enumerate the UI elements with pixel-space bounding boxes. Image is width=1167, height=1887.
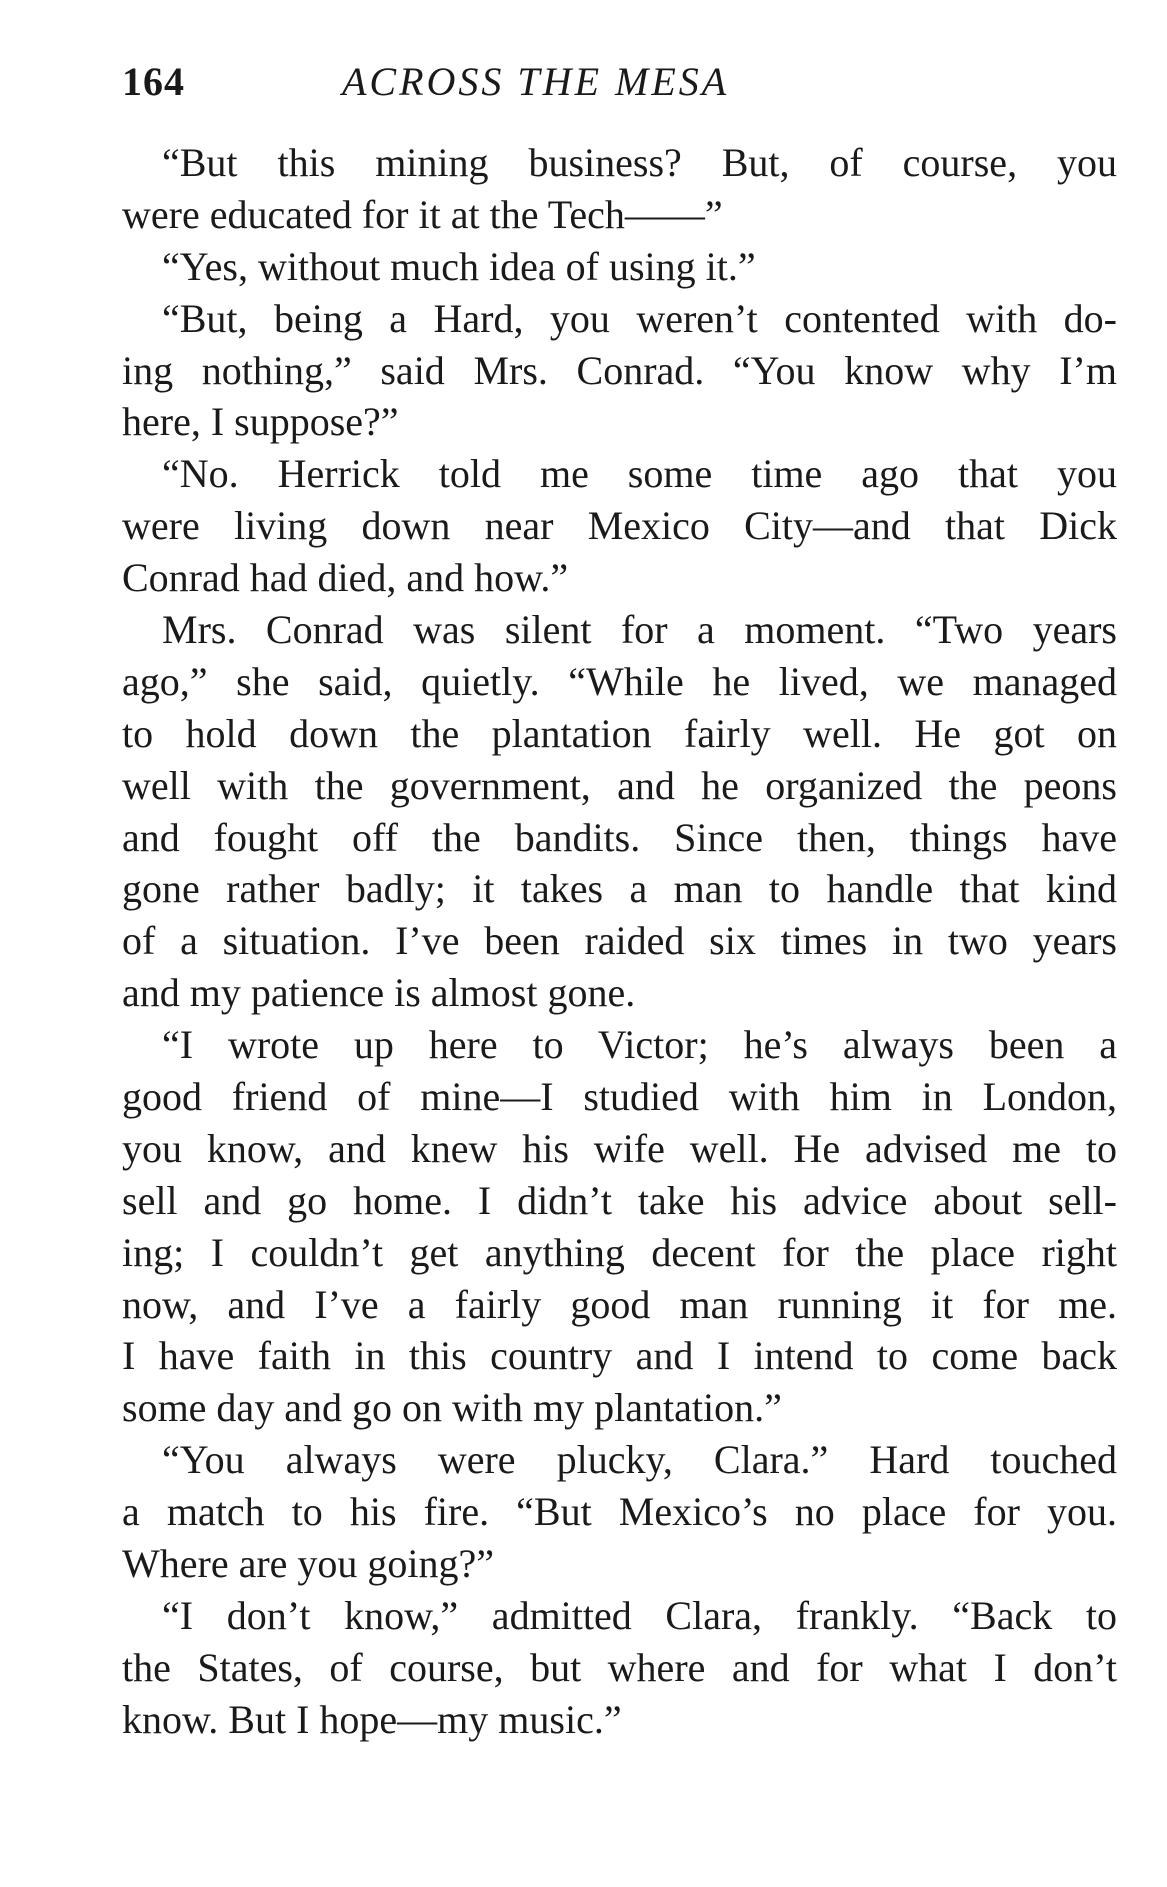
text-line: were educated for it at the Tech——” [122, 191, 723, 237]
text-line: ing nothing,” said Mrs. Conrad. “You know why I’m [122, 347, 1117, 393]
text-line: ing; I couldn’t get anything decent for the place right [122, 1229, 1117, 1275]
text-line: now, and I’ve a fairly good man running it for me. [122, 1281, 1117, 1327]
text-line: were living down near Mexico City—and that Dick [122, 503, 1117, 549]
text-line: here, I suppose?” [122, 399, 399, 445]
text-line: “But this mining business? But, of course, you [162, 140, 1117, 185]
text-line: “I don’t know,” admitted Clara, frankly. “Back to [162, 1592, 1117, 1638]
text-line: “Yes, without much idea of using it.” [162, 243, 756, 289]
text-line: to hold down the plantation fairly well. He got on [122, 710, 1117, 756]
text-line: “But, being a Hard, you weren’t contented with do- [162, 295, 1117, 341]
page-number: 164 [122, 59, 185, 104]
text-line: a match to his fire. “But Mexico’s no place for you. [122, 1489, 1117, 1535]
text-line: and my patience is almost gone. [122, 970, 636, 1016]
text-line: Conrad had died, and how.” [122, 555, 569, 601]
body-text [122, 137, 1117, 1746]
text-line: Where are you going?” [122, 1541, 495, 1587]
text-line: I have faith in this country and I intend to come back [122, 1333, 1117, 1379]
text-line: sell and go home. I didn’t take his advice about sell- [122, 1177, 1117, 1223]
text-line: Mrs. Conrad was silent for a moment. “Two years [162, 607, 1117, 653]
text-line: know. But I hope—my music.” [122, 1696, 622, 1742]
text-line: ago,” she said, quietly. “While he lived, we managed [122, 658, 1117, 704]
text-line: and fought off the bandits. Since then, things have [122, 814, 1117, 860]
text-line: of a situation. I’ve been raided six times in two years [122, 918, 1117, 964]
text-line: “I wrote up here to Victor; he’s always been a [162, 1022, 1117, 1068]
running-title: ACROSS THE MESA [342, 59, 730, 104]
running-head [122, 58, 1117, 114]
text-line: the States, of course, but where and for what I don’t [122, 1644, 1117, 1690]
text-line: “No. Herrick told me some time ago that you [162, 451, 1117, 497]
text-line: you know, and knew his wife well. He advised me to [122, 1125, 1117, 1171]
text-line: some day and go on with my plantation.” [122, 1385, 782, 1431]
text-line: gone rather badly; it takes a man to handle that kind [122, 866, 1117, 912]
text-line: well with the government, and he organized the peons [122, 762, 1117, 808]
text-line: “You always were plucky, Clara.” Hard touched [162, 1437, 1117, 1483]
text-line: good friend of mine—I studied with him in London, [122, 1074, 1117, 1120]
